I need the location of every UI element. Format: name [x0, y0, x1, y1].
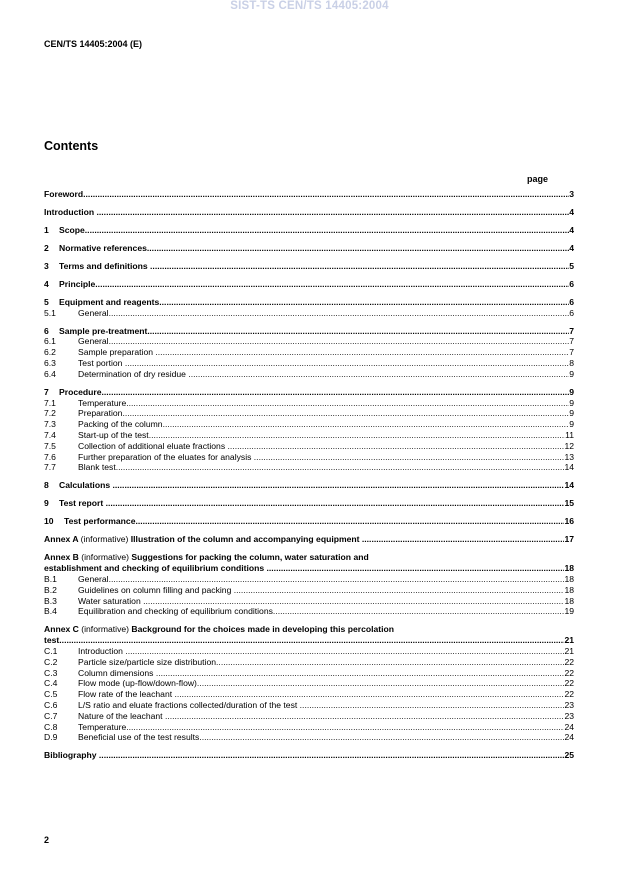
toc-title: Bibliography	[44, 750, 97, 761]
toc-number: 7.4	[44, 430, 56, 441]
toc-page: 18	[564, 563, 574, 574]
annex-type: (informative)	[81, 624, 130, 635]
toc-number: C.6	[44, 699, 58, 710]
toc-page: 14	[564, 480, 574, 491]
toc-number: C.2	[44, 656, 58, 667]
toc-number: C.1	[44, 645, 58, 656]
document-id: CEN/TS 14405:2004 (E)	[44, 39, 143, 49]
toc-entry-7-7[interactable]	[44, 462, 574, 473]
toc-page: 8	[569, 358, 574, 369]
toc-title: Suggestions for packing the column, water saturation and	[131, 552, 369, 563]
toc-entry-3[interactable]	[44, 261, 574, 272]
toc-page: 9	[569, 368, 574, 379]
toc-entry-7-5[interactable]	[44, 441, 574, 452]
toc-number: C.3	[44, 667, 58, 678]
toc-title: Blank test	[78, 462, 116, 473]
toc-entry-c-2[interactable]	[44, 657, 574, 668]
toc-page: 12	[564, 440, 574, 451]
toc-entry-6[interactable]	[44, 326, 574, 337]
toc-page: 23	[564, 699, 574, 710]
toc-entry-b-3[interactable]	[44, 596, 574, 607]
toc-entry-1[interactable]	[44, 225, 574, 236]
toc-page: 11	[565, 430, 574, 441]
annex-label: Annex C	[44, 624, 79, 635]
toc-entry-c-5[interactable]	[44, 689, 574, 700]
toc-title: test	[44, 635, 60, 646]
toc-page: 22	[564, 667, 574, 678]
toc-title: Collection of additional eluate fractions	[78, 440, 226, 451]
toc-number: C.5	[44, 689, 58, 700]
toc-entry-8[interactable]	[44, 480, 574, 491]
toc-entry-c-7[interactable]	[44, 711, 574, 722]
toc-entry-introduction[interactable]	[44, 207, 574, 218]
toc-title: Background for the choices made in developing this percolation	[131, 624, 395, 635]
toc-page: 15	[564, 498, 574, 509]
toc-page: 16	[564, 516, 574, 527]
toc-entry-7[interactable]	[44, 387, 574, 398]
toc-number: B.2	[44, 584, 57, 595]
watermark: SIST-TS CEN/TS 14405:2004	[230, 0, 389, 12]
toc-title: Test report	[59, 498, 104, 509]
annex-type: (informative)	[80, 534, 129, 545]
toc-entry-annex-a[interactable]	[44, 534, 574, 545]
toc-title: Sample preparation	[78, 347, 154, 358]
toc-number: 7	[44, 386, 49, 397]
toc-entry-7-3[interactable]	[44, 419, 574, 430]
toc-page: 18	[564, 595, 574, 606]
toc-title: Beneficial use of the test results	[78, 732, 200, 743]
toc-entry-10[interactable]	[44, 516, 574, 527]
toc-title: Nature of the leachant	[78, 710, 163, 721]
toc-entry-annex-b-cont[interactable]	[44, 563, 574, 574]
toc-entry-7-4[interactable]	[44, 430, 574, 441]
toc-number: 1	[44, 224, 49, 235]
toc-entry-5-1[interactable]	[44, 308, 574, 319]
toc-page: 9	[569, 386, 574, 397]
toc-number: 6.3	[44, 358, 56, 369]
toc-title: Packing of the column	[78, 419, 163, 430]
toc-page: 14	[564, 462, 574, 473]
toc-entry-b-4[interactable]	[44, 606, 574, 617]
toc-number: 9	[44, 498, 49, 509]
toc-number: 6.1	[44, 336, 56, 347]
toc-page: 4	[569, 206, 574, 217]
toc-page: 18	[564, 584, 574, 595]
toc-entry-c-4[interactable]	[44, 678, 574, 689]
toc-page: 23	[564, 710, 574, 721]
toc-entry-annex-c[interactable]	[44, 624, 574, 635]
toc-title: Column dimensions	[78, 667, 154, 678]
toc-entry-6-4[interactable]	[44, 369, 574, 380]
toc-number: 3	[44, 260, 49, 271]
page-column-label: page	[527, 174, 549, 184]
toc-number: 6.4	[44, 368, 56, 379]
annex-label: Annex B	[44, 552, 79, 563]
toc-title: Particle size/particle size distribution	[78, 656, 217, 667]
toc-page: 4	[569, 242, 574, 253]
toc-entry-bibliography[interactable]	[44, 750, 574, 761]
toc-title: L/S ratio and eluate fractions collected/duration of the test	[78, 699, 298, 710]
toc-page: 22	[564, 678, 574, 689]
toc-entry-9[interactable]	[44, 498, 574, 509]
toc-number: B.3	[44, 595, 57, 606]
toc-title: Normative references	[59, 242, 147, 253]
toc-entry-2[interactable]	[44, 243, 574, 254]
toc-page: 18	[564, 573, 574, 584]
toc-title: establishment and checking of equilibrium conditions	[44, 563, 265, 574]
toc-title: General	[78, 573, 109, 584]
toc-page: 7	[569, 336, 574, 347]
toc-number: 7.5	[44, 440, 56, 451]
toc-title: General	[78, 336, 109, 347]
toc-number: 6.2	[44, 347, 56, 358]
toc-page: 6	[569, 278, 574, 289]
toc-page: 21	[564, 645, 574, 656]
toc-title: General	[78, 307, 109, 318]
toc-entry-5[interactable]	[44, 297, 574, 308]
toc-title: Flow mode (up-flow/down-flow)	[78, 678, 197, 689]
toc-title: Determination of dry residue	[78, 368, 186, 379]
toc-entry-c-1[interactable]	[44, 646, 574, 657]
toc-number: 8	[44, 480, 49, 491]
toc-number: 6	[44, 325, 49, 336]
toc-entry-4[interactable]	[44, 279, 574, 290]
toc-title: Foreword	[44, 189, 84, 199]
toc-title: Introduction	[44, 206, 95, 217]
toc-title: Temperature	[78, 721, 127, 732]
toc-page: 24	[564, 721, 574, 732]
toc-page: 19	[564, 606, 574, 617]
toc-number: C.4	[44, 678, 58, 689]
toc-number: 5.1	[44, 307, 56, 318]
toc-title: Sample pre-treatment	[59, 325, 148, 336]
toc-page: 25	[564, 750, 574, 761]
toc-number: B.4	[44, 606, 57, 617]
toc-page: 7	[569, 347, 574, 358]
toc-title: Principle	[59, 278, 96, 289]
toc-page: 9	[569, 397, 574, 408]
toc-page: 22	[564, 656, 574, 667]
toc-entry-b-2[interactable]	[44, 585, 574, 596]
toc-number: 4	[44, 278, 49, 289]
toc-title: Equipment and reagents	[59, 296, 160, 307]
toc-entry-annex-c-cont[interactable]	[44, 635, 574, 646]
toc-page: 4	[569, 224, 574, 235]
toc-entry-foreword[interactable]	[44, 189, 574, 200]
toc-number: 7.6	[44, 451, 56, 462]
toc-entry-c-6[interactable]	[44, 700, 574, 711]
toc-title: Flow rate of the leachant	[78, 689, 173, 700]
toc-page: 9	[569, 419, 574, 430]
toc-title: Test performance	[64, 516, 136, 527]
toc-number: 7.7	[44, 462, 56, 473]
toc-entry-7-6[interactable]	[44, 452, 574, 463]
toc-number: 10	[44, 516, 54, 527]
annex-type: (informative)	[81, 552, 130, 563]
toc-entry-7-2[interactable]	[44, 408, 574, 419]
toc-entry-c-3[interactable]	[44, 668, 574, 679]
toc-entry-6-3[interactable]	[44, 358, 574, 369]
toc-number: C.7	[44, 710, 58, 721]
toc-number: D.9	[44, 732, 58, 743]
page-number: 2	[44, 835, 50, 845]
toc-entry-b-1[interactable]	[44, 574, 574, 585]
toc-number: 2	[44, 242, 49, 253]
toc-page: 17	[564, 534, 574, 545]
toc-number: 7.3	[44, 419, 56, 430]
toc-title: Procedure	[59, 386, 102, 397]
toc-page: 24	[564, 732, 574, 743]
toc-entry-c-8[interactable]	[44, 722, 574, 733]
toc-title: Illustration of the column and accompanying equipment	[130, 534, 360, 545]
toc-page: 7	[569, 325, 574, 336]
toc-page: 5	[569, 260, 574, 271]
toc-page: 22	[564, 689, 574, 700]
toc-title: Test portion	[78, 358, 123, 369]
toc-page: 6	[569, 307, 574, 318]
toc-title: Equilibration and checking of equilibrium conditions	[78, 606, 273, 617]
toc-entry-6-1[interactable]	[44, 336, 574, 347]
toc-title: Start-up of the test	[78, 430, 149, 441]
toc-number: B.1	[44, 573, 57, 584]
toc-number: C.8	[44, 721, 58, 732]
toc-entry-annex-b[interactable]	[44, 552, 574, 563]
toc-number: 7.1	[44, 397, 56, 408]
toc-page: 9	[569, 408, 574, 419]
toc-entry-6-2[interactable]	[44, 347, 574, 358]
toc-number: 5	[44, 296, 49, 307]
toc-page: 21	[564, 635, 574, 646]
toc-title: Water saturation	[78, 595, 141, 606]
toc-title: Introduction	[78, 645, 123, 656]
toc-entry-d-9[interactable]	[44, 732, 574, 743]
toc-title: Further preparation of the eluates for analysis	[78, 451, 252, 462]
toc-title: Terms and definitions	[59, 260, 148, 271]
toc-title: Temperature	[78, 397, 127, 408]
toc-title: Guidelines on column filling and packing	[78, 584, 232, 595]
toc-entry-7-1[interactable]	[44, 398, 574, 409]
toc-number: 7.2	[44, 408, 56, 419]
table-of-contents	[44, 189, 574, 761]
toc-title: Preparation	[78, 408, 123, 419]
annex-label: Annex A	[44, 534, 79, 545]
toc-page: 13	[564, 451, 574, 462]
toc-page: 6	[569, 296, 574, 307]
page-title: Contents	[44, 139, 99, 153]
toc-title: Scope	[59, 224, 85, 235]
toc-title: Calculations	[59, 480, 111, 491]
toc-page: 3	[569, 189, 574, 199]
